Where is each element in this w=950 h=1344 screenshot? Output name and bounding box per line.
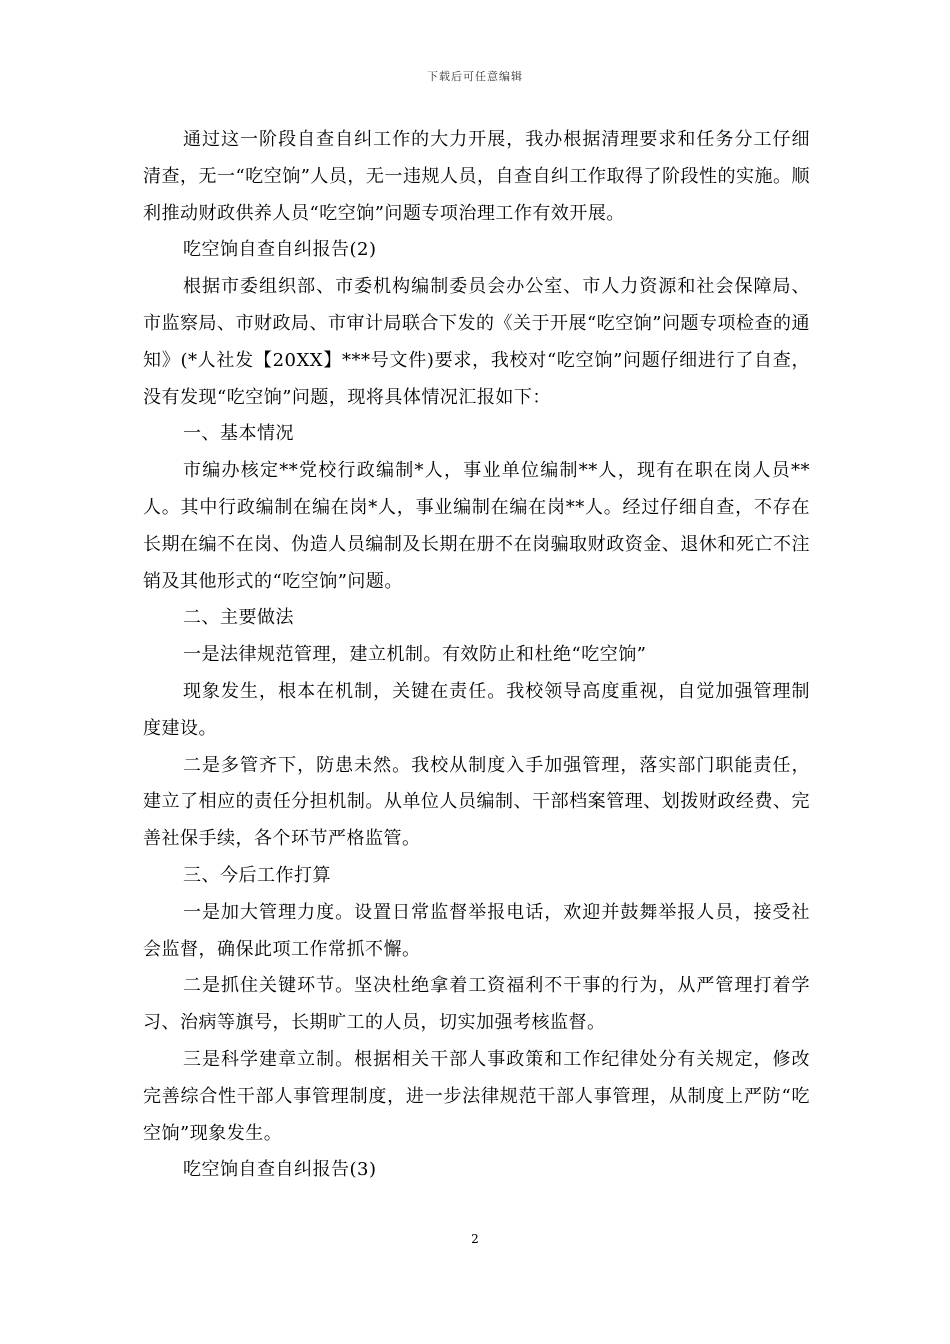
paragraph: 现象发生，根本在机制，关键在责任。我校领导高度重视，自觉加强管理制度建设。: [143, 680, 810, 739]
section-heading: 一、基本情况: [183, 423, 294, 445]
section-heading: 二、主要做法: [183, 607, 294, 629]
document-body: [143, 122, 810, 1189]
paragraph: 一是法律规范管理，建立机制。有效防止和杜绝“吃空饷”: [183, 644, 647, 666]
paragraph: 市编办核定**党校行政编制*人，事业单位编制**人，现有在职在岗人员**人。其中行政编制在编在岗*人，事业编制在编在岗**人。经过仔细自查，不存在长期在编不在岗、伪造人员编制及长期在册不在岗骗取财政资金、退休和死亡不注销及其他形式的“吃空饷”问题。: [143, 460, 810, 592]
page-header: 下载后可任意编辑: [427, 70, 523, 83]
page-number: 2: [471, 1232, 479, 1246]
section-title: 吃空饷自查自纠报告(2): [183, 239, 377, 261]
paragraph: 通过这一阶段自查自纠工作的大力开展，我办根据清理要求和任务分工仔细清查，无一“吃空饷”人员，无一违规人员，自查自纠工作取得了阶段性的实施。顺利推动财政供养人员“吃空饷”问题专项治理工作有效开展。: [143, 129, 810, 224]
section-title: 吃空饷自查自纠报告(3): [183, 1159, 377, 1181]
paragraph: 一是加大管理力度。设置日常监督举报电话，欢迎并鼓舞举报人员，接受社会监督，确保此项工作常抓不懈。: [143, 901, 810, 960]
paragraph: 二是抓住关键环节。坚决杜绝拿着工资福利不干事的行为，从严管理打着学习、治病等旗号，长期旷工的人员，切实加强考核监督。: [143, 975, 810, 1034]
paragraph: 二是多管齐下，防患未然。我校从制度入手加强管理，落实部门职能责任，建立了相应的责任分担机制。从单位人员编制、干部档案管理、划拨财政经费、完善社保手续，各个环节严格监管。: [143, 754, 810, 850]
paragraph: 三是科学建章立制。根据相关干部人事政策和工作纪律处分有关规定，修改完善综合性干部人事管理制度，进一步法律规范干部人事管理，从制度上严防“吃空饷”现象发生。: [143, 1048, 810, 1144]
section-heading: 三、今后工作打算: [183, 864, 331, 886]
paragraph: 根据市委组织部、市委机构编制委员会办公室、市人力资源和社会保障局、市监察局、市财政局、市审计局联合下发的《关于开展“吃空饷”问题专项检查的通知》(*人社发【20XX】***号文件)要求，我校对“吃空饷”问题仔细进行了自查，没有发现“吃空饷”问题，现将具体情况汇报如下：: [143, 276, 810, 408]
